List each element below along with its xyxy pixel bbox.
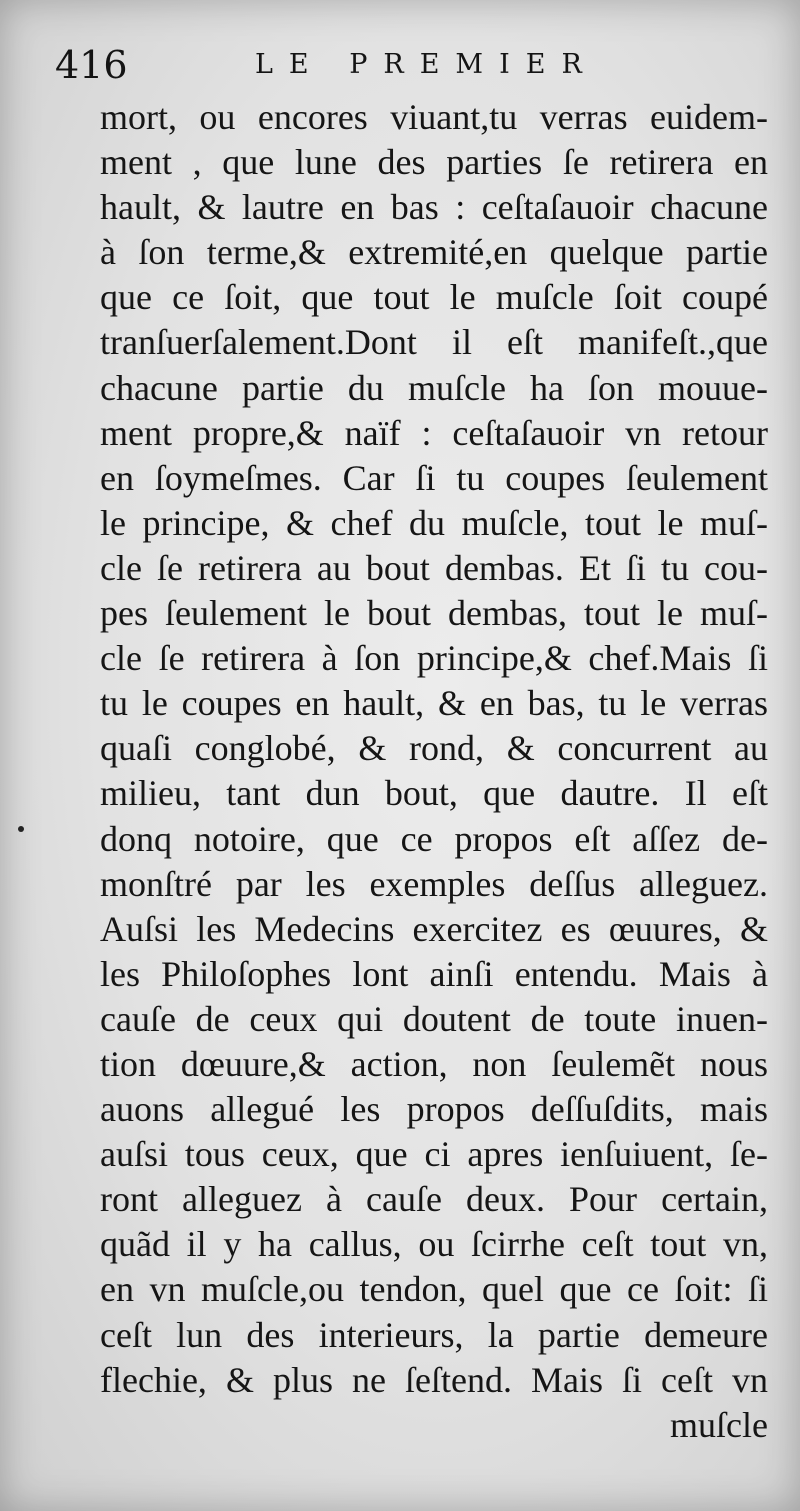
running-head: LE PREMIER: [255, 49, 598, 80]
page-number: 416: [55, 43, 128, 87]
text-line: ceſt lun des interieurs, la partie demeure: [100, 1314, 768, 1355]
text-line: cle ſe retirera à ſon principe,& chef.Mais ſi: [100, 638, 768, 679]
text-line: cle ſe retirera au bout dembas. Et ſi tu cou-: [100, 547, 768, 588]
text-line: hault, & lautre en bas : ceſtaſauoir chacune: [100, 187, 768, 228]
text-line: cauſe de ceux qui doutent de toute inuen-: [100, 998, 768, 1039]
catchword: muſcle: [670, 1404, 768, 1445]
text-line: en vn muſcle,ou tendon, quel que ce ſoit: ſi: [100, 1269, 768, 1310]
page-header: [55, 40, 740, 90]
body-text: [100, 95, 768, 1448]
text-line: tion dœuure,& action, non ſeulemẽt nous: [100, 1043, 768, 1084]
text-line: chacune partie du muſcle ha ſon mouue-: [100, 367, 768, 408]
text-line: flechie, & plus ne ſeſtend. Mais ſi ceſt vn: [100, 1359, 768, 1400]
text-line: Auſsi les Medecins exercitez es œuures, &: [100, 908, 768, 949]
text-line: ront alleguez à cauſe deux. Pour certain,: [100, 1179, 768, 1220]
text-line: le principe, & chef du muſcle, tout le muſ-: [100, 502, 768, 543]
text-line: à ſon terme,& extremité,en quelque partie: [100, 232, 768, 273]
text-line: tu le coupes en hault, & en bas, tu le verras: [100, 683, 768, 724]
text-line: ment , que lune des parties ſe retirera en: [100, 142, 768, 183]
margin-ink-dot: [18, 826, 24, 832]
text-line: tranſuerſalement.Dont il eſt manifeſt.,que: [100, 322, 768, 363]
text-line: que ce ſoit, que tout le muſcle ſoit coupé: [100, 277, 768, 318]
text-line: auons allegué les propos deſſuſdits, mais: [100, 1089, 768, 1130]
text-line: mort, ou encores viuant,tu verras euidem-: [100, 97, 768, 137]
text-line: pes ſeulement le bout dembas, tout le muſ-: [100, 593, 768, 634]
text-line: en ſoymeſmes. Car ſi tu coupes ſeulement: [100, 457, 768, 498]
text-line: donq notoire, que ce propos eſt aſſez de-: [100, 818, 768, 859]
text-line: quaſi conglobé, & rond, & concurrent au: [100, 728, 768, 769]
text-line: ment propre,& naïf : ceſtaſauoir vn retour: [100, 412, 768, 453]
text-line: monſtré par les exemples deſſus alleguez.: [100, 863, 768, 904]
text-line: quãd il y ha callus, ou ſcirrhe ceſt tout vn,: [100, 1224, 768, 1265]
text-line: milieu, tant dun bout, que dautre. Il eſt: [100, 773, 768, 814]
text-line: auſsi tous ceux, que ci apres ienſuiuent, ſe-: [100, 1134, 768, 1175]
text-line: les Philoſophes lont ainſi entendu. Mais à: [100, 953, 768, 994]
